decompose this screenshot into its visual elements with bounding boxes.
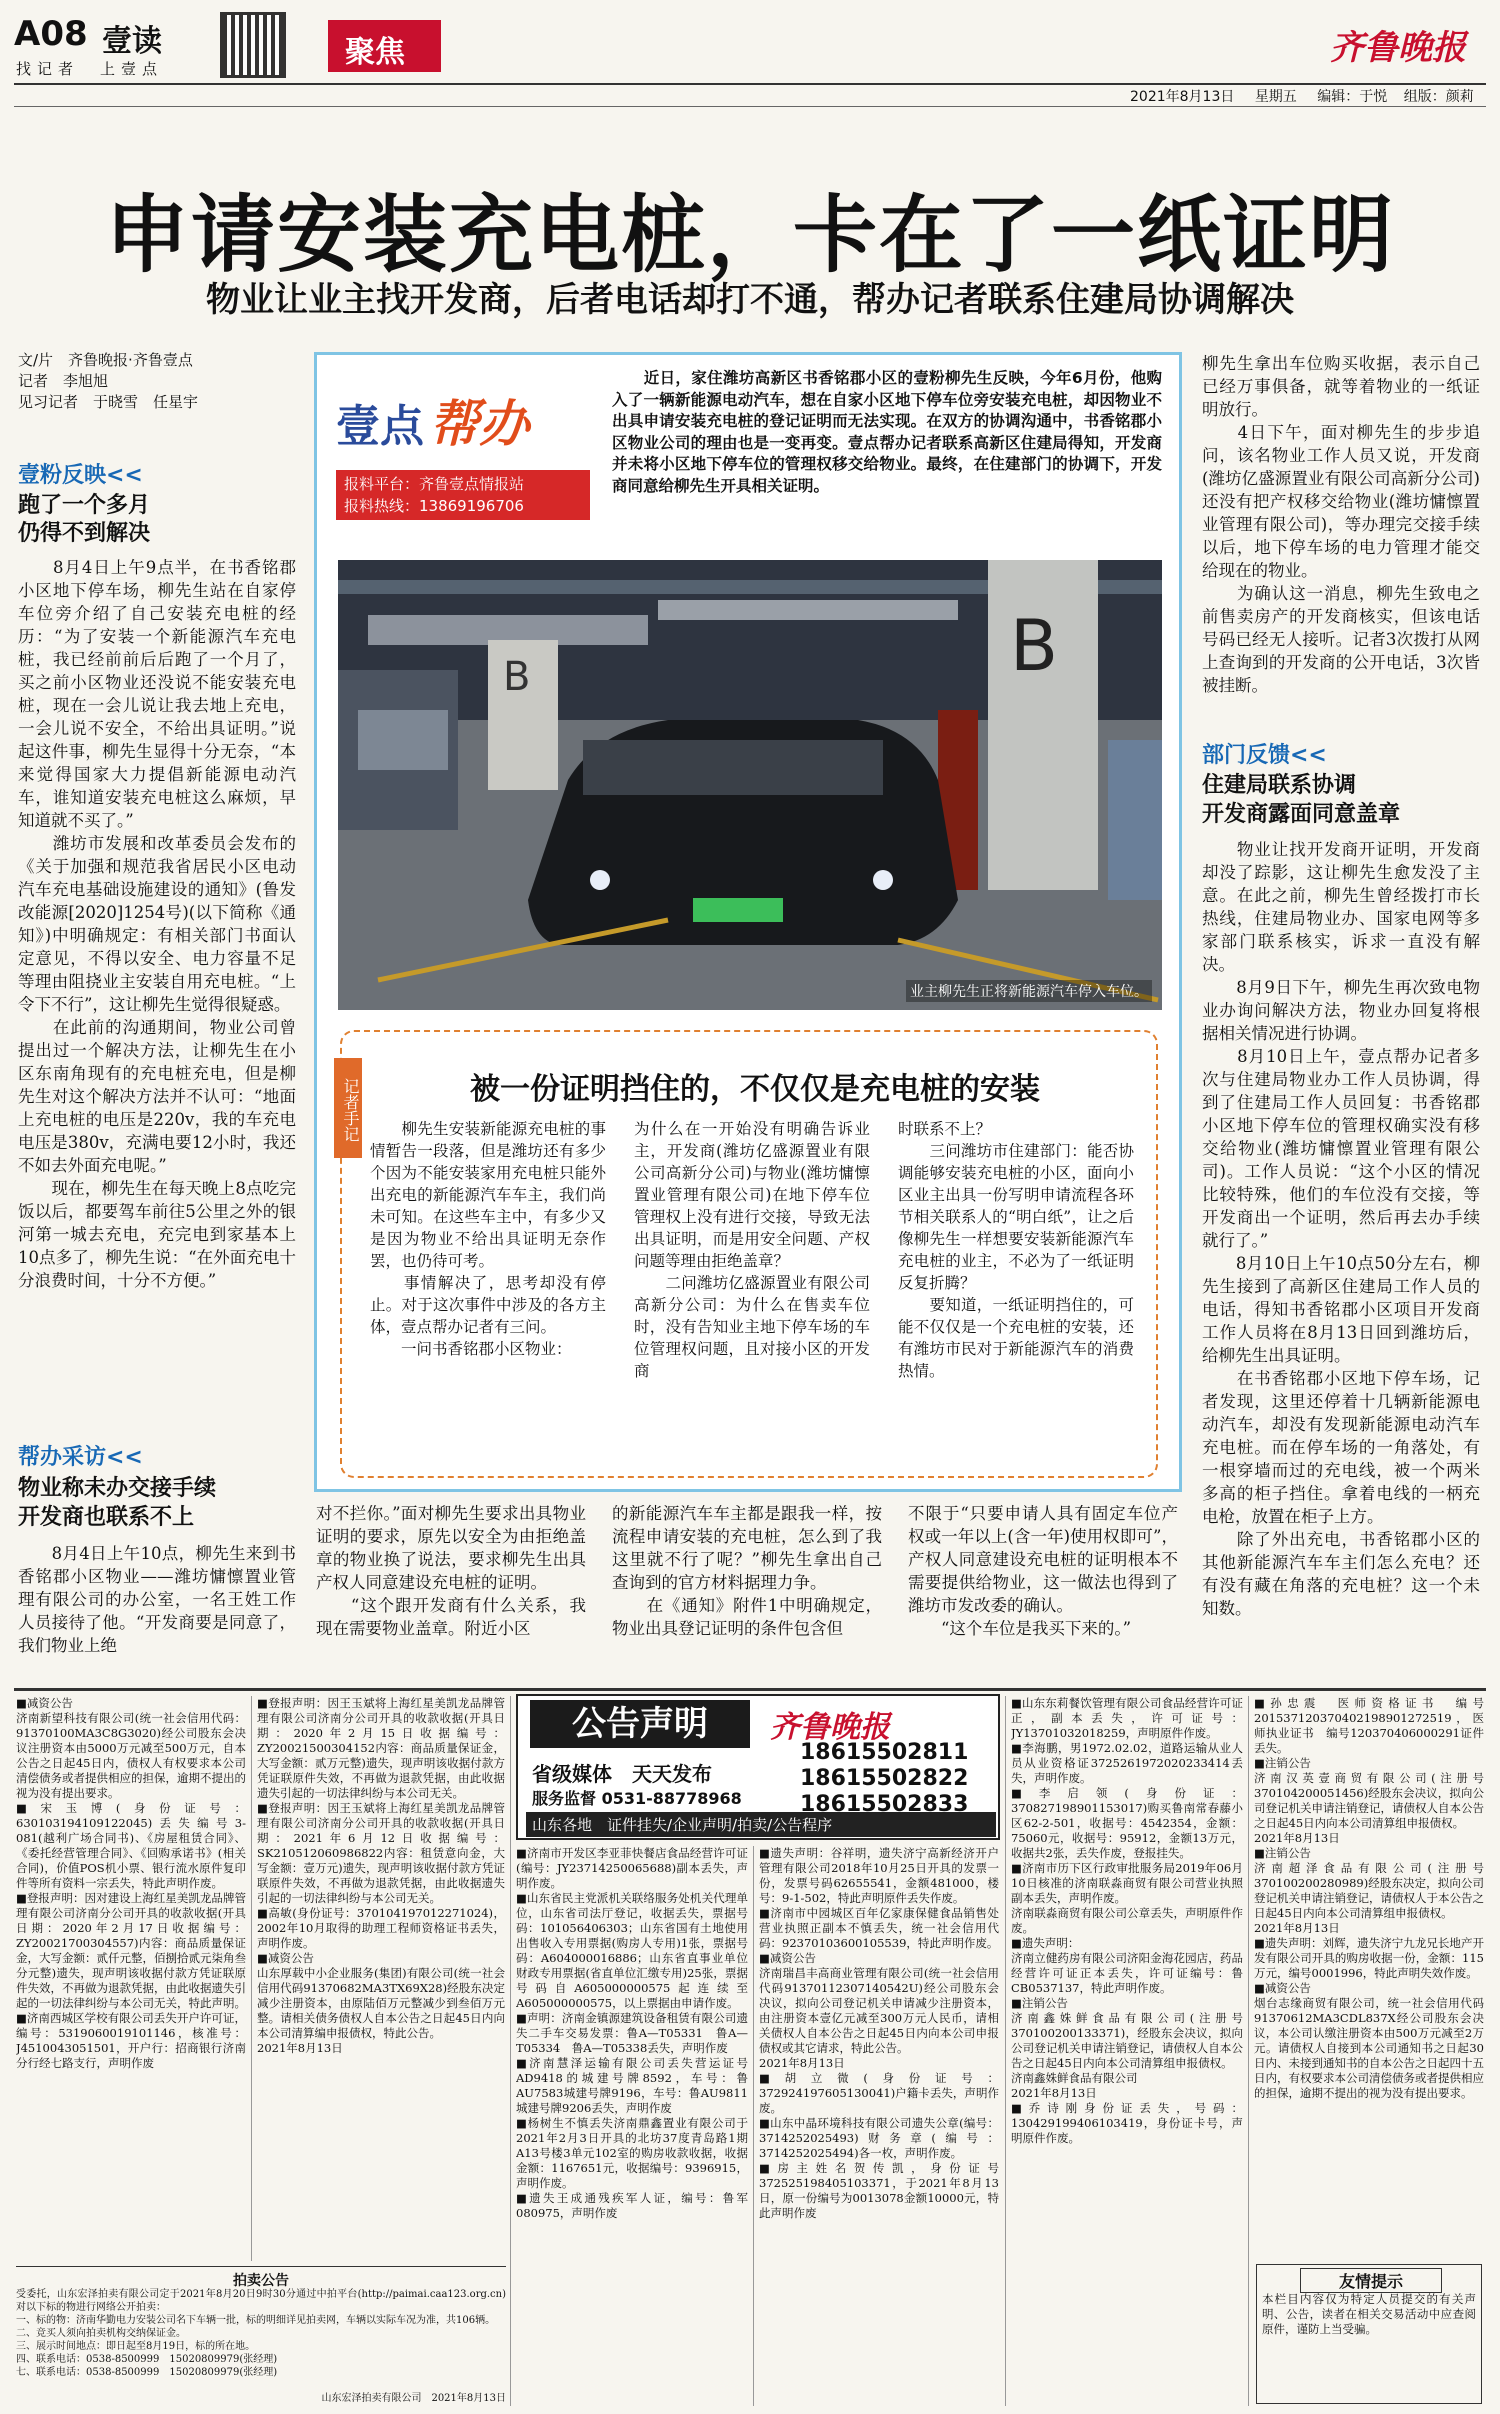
left-column-body-2: 8月4日上午10点，柳先生来到书香铭郡小区物业——潍坊慵懔置业管理有限公司的办公室，一名王姓工作人员接待了他。“开发商要是同意了，我们物业上绝 [18,1544,296,1655]
section-title-2b: 开发商也联系不上 [18,1505,195,1530]
header-sub-1: 找记者 [16,60,80,78]
header-rule-2 [14,106,1486,107]
section-title-3a: 住建局联系协调 [1202,773,1357,798]
ads-divider-4 [1005,1696,1006,2406]
notice-line-1: 省级媒体 天天发布 [532,1762,712,1786]
page-number: A08 [14,14,88,54]
help-logo-b: 帮办 [429,395,530,453]
middle-lower-col-1: 对不拦你。”面对柳先生要求出具物业证明的要求，原先以安全为由拒绝盖章的物业换了说法，要求柳先生出具产权人同意建设充电桩的证明。 “这个跟开发商有什么关系，我现在需要物业盖章。附近小区 [316,1504,586,1638]
tip-title: 友情提示 [1300,2268,1442,2293]
byline-line-1: 文/片 齐鲁晚报·齐鲁壹点 [18,351,193,369]
right-column-body-2: 物业让找开发商开证明，开发商却没了踪影，这让柳先生愈发没了主意。在此之前，柳先生曾经拨打市长热线，住建局物业办、国家电网等多家部门联系核实，诉求一直没有解决。 8月9日下午，柳先生再次致电物业办询问解决方法，物业办回复将根据相关情况进行协调。 8月10日上午，壹点帮办记者多次与住建局物业办工作人员协调，得到了住建局工作人员回复：书香铭郡小区地下停车位的管理权确实没有移交给物业(潍坊慵懔置业管理有限公司)。工作人员说：“这个小区的情况比较特殊，他们的车位没有交接，等开发商出一个证明，然后再去办手续就行了。” 8月10日上午10点50分左右，柳先生接到了高新区住建局工作人员的电话，得知书香铭郡小区项目开发商工作人员将在8月13日回到潍坊后，给柳先生出具证明。 在书香铭郡小区地下停车场，记者发现，这里还停着十几辆新能源电动汽车，却没有发现新能源电动汽车充电桩。而在停车场的一角落处，有一根穿墙而过的充电线，被一个两米多高的柜子挡住。拿着电线的一柄充电枪，放置在柜子上方。 除了外出充电，书香铭郡小区的其他新能源汽车车主们怎么充电？还有没有藏在角落的充电桩？这一个未知数。 [1202,840,1480,1618]
help-lead: 近日，家住潍坊高新区书香铭郡小区的壹粉柳先生反映，今年6月份，他购入了一辆新能源电动汽车，想在自家小区地下停车位旁安装充电桩，却因物业不出具申请安装充电桩的登记证明而无法实现。在双方的协调沟通中，书香铭郡小区物业公司的理由也是一变再变。壹点帮办记者联系高新区住建局得知，开发商并未将小区地下停车位的管理权移交给物业。最终，在住建部门的协调下，开发商同意给柳先生开具相关证明。 [612,369,1162,495]
help-contact [336,470,590,520]
ads-top-rule [14,1688,1486,1691]
ads-divider-3 [753,1846,754,2406]
svg-text:B: B [1010,605,1059,687]
left-column-body-1: 8月4日上午9点半，在书香铭郡小区地下停车场，柳先生站在自家停车位旁介绍了自己安装充电桩的经历：“为了安装一个新能源汽车充电桩，我已经前前后后跑了一个月了，买之前小区物业还没说不能安装充电桩，现在一会儿说让我去地上充电，一会儿说不安全，不给出具证明。”说起这件事，柳先生显得十分无奈，“本来觉得国家大力提倡新能源电动汽车，谁知道安装充电桩这么麻烦，早知道就不买了。” 潍坊市发展和改革委员会发布的《关于加强和规范我省居民小区电动汽车充电基础设施建设的通知》(鲁发改能源[2020]1254号)(以下简称《通知》)中明确规定：有相关部门书面认定意见，不得以安全、电力容量不足等理由阻挠业主安装自用充电桩。“上令下不行”，这让柳先生觉得很疑惑。 在此前的沟通期间，物业公司曾提出过一个解决方法，让柳先生在小区东南角现有的充电桩充电，但是柳先生对这个解决方法并不认可：“地面上充电桩的电压是220v，我的车充电电压是380v，充满电要12小时，我还不如去外面充电呢。” 现在，柳先生在每天晚上8点吃完饭以后，都要驾车前往5公里之外的银河第一城去充电，充完电到家基本上10点多了，柳先生说：“在外面充电十分浪费时间，十分不方便。” [18,558,296,1290]
section-tag-2: 帮办采访<< [18,1445,143,1470]
ads-col-3: ■济南市开发区李亚菲快餐店食品经营许可证(编号：JY23714250065688)副本丢失，声明作废。 ■山东省民主党派机关联络服务处机关代理单位，山东省司法厅登记，收据丢失，票据号码：101056406303；山东省国有土地使用出售收入专用票据(购房人专用)1张，票据号码：A604000016886；山东省直事业单位财政专用票据(省直单位汇缴专用)25张，票据号码自A605000000575起连续至A605000000575，以上票据由申请作废。 ■声明：济南金镇源建筑设备租赁有限公司遗失二手车交易发票：鲁A—T05331 鲁A—T05334 鲁A—T05338丢失，声明作废 ■济南慧泽运输有限公司丢失营运证号AD9418的城建号牌8592，车号：鲁AU7583城建号牌9196，车号：鲁AU9811城建号牌9206丢失，声明作废 ■杨树生不慎丢失济南鼎鑫置业有限公司于2021年2月3日开具的北坊37度青岛路1期A13号楼3单元102室的购房收款收据，收据金额：1167651元，收据编号：9396915，声明作废。 ■遗失王成通残疾军人证，编号：鲁军080975，声明作废 [516,1846,748,2220]
middle-lower-col-3: 不限于“只要申请人具有固定车位产权或一年以上(含一年)使用权即可”，产权人同意建设充电桩的证明根本不需要提供给物业，这一做法也得到了潍坊市发改委的确认。 “这个车位是我买下来的。” [908,1504,1178,1638]
ads-col-4: ■遗失声明：谷祥明，遗失济宁高新经济开户管理有限公司2018年10月25日开具的发票一份，发票号码62655541，金额481000，楼号：9-1-502，特此声明原件丢失作废。 ■济南市中园城区百年亿家康保健食品销售处营业执照正副本不慎丢失，统一社会信用代码：92370103600105539，特此声明作废。 ■减资公告 济南瑞昌丰高商业管理有限公司(统一社会信用代码91370112307140542U)经公司股东会决议，拟向公司登记机关申请减少注册资本，由注册资本壹亿元减至300万元人民币，请相关债权人自本公告之日起45日内向本公司申报债权或其它请求，特此公告。 2021年8月13日 ■胡立微(身份证号：372924197605130041)户籍卡丢失，声明作废。 ■山东中晶环境科技有限公司遗失公章(编号：3714252025493)财务章(编号：3714252025494)各一枚，声明作废。 ■房主姓名贺传凯，身份证号372525198405103371，于2021年8月13日，原一份编号为0013078金额10000元，特此声明作废 [759,1846,999,2220]
header-editor: 编辑：于悦 [1317,89,1388,105]
svg-text:B: B [503,654,531,700]
header-date-line [1130,86,1474,106]
subheadline: 物业让业主找开发商，后者电话却打不通，帮办记者联系住建局协调解决 [206,280,1294,320]
ads-divider-2 [510,1696,511,2406]
header-date: 2021年8月13日 [1130,89,1235,105]
header-weekday: 星期五 [1254,89,1297,105]
header-rule [14,83,1486,85]
section-label: 聚焦 [345,35,405,70]
ads-col-5: ■山东东莉餐饮管理有限公司食品经营许可证正，副本丢失，许可证号：JY13701032018259，声明原件作废。 ■李海鹏，男1972.02.02，道路运输从业人员从业资格证3725261972020233414丢失，声明作废。 ■李启领(身份证：370827198901153017)购买鲁南常春藤小区62-2-501，收据号：4542354，金额：75060元，收据号：95912，金额13万元，收据共2张，丢失作废，登报挂失。 ■济南市历下区行政审批服务局2019年06月10日核准的济南联淼商贸有限公司营业执照副本丢失，声明作废。 济南联淼商贸有限公司公章丢失，声明原件作废。 ■遗失声明： 济南立健药房有限公司济阳金海花园店，药品经营许可证正本丢失，许可证编号：鲁CB0537137，特此声明作废。 ■注销公告 济南鑫姝鲜食品有限公司(注册号370100200133371)，经股东会决议，拟向公司登记机关申请注销登记，请债权人自本公告之日起45日内向本公司清算组申报债权。 济南鑫姝鲜食品有限公司 2021年8月13日 ■乔诗刚身份证丢失，号码：130429199406103419，身份证卡号，声明原件作废。 [1011,1696,1243,2145]
reporter-note-col-2: 为什么在一开始没有明确告诉业主，开发商(潍坊亿盛源置业有限公司高新分公司)与物业(潍坊慵懔置业管理有限公司)在地下停车位管理权上没有进行交接，导致无法出具证明，而是用安全问题、产权问题等理由拒绝盖章？ 二问潍坊亿盛源置业有限公司高新分公司：为什么在售卖车位时，没有告知业主地下停车场的车位管理权问题，且对接小区的开发商 [634,1120,870,1380]
header-designer: 组版：颜莉 [1403,89,1474,105]
page-name: 壹读 [102,24,162,59]
auction-title: 拍卖公告 [233,2273,289,2289]
brand-logo: 齐鲁晚报 [1330,28,1466,68]
notice-line-3: 山东各地 证件挂失/企业声明/拍卖/公告程序 [526,1812,996,1837]
auction-top-rule [16,2266,506,2267]
tip-body: 本栏目内容仅为特定人员提交的有关声明、公告，读者在相关交易活动中应查阅原件，谨防上当受骗。 [1262,2292,1476,2336]
reporter-note-col-3: 时联系不上？ 三问潍坊市住建部门：能否协调能够安装充电桩的小区，面向小区业主出具一份写明申请流程各环节相关联系人的“明白纸”，让之后像柳先生一样想要安装新能源汽车充电桩的业主，不必为了一纸证明反复折腾？ 要知道，一纸证明挡住的，可能不仅仅是一个充电桩的安装，还有潍坊市民对于新能源汽车的消费热情。 [898,1120,1134,1380]
parking-photo [338,560,1162,1010]
notice-phones [800,1740,968,1818]
right-column-body-1: 柳先生拿出车位购买收据，表示自己已经万事俱备，就等着物业的一纸证明放行。 4日下午，面对柳先生的步步追问，该名物业工作人员又说，开发商(潍坊亿盛源置业有限公司高新分公司)还没有把产权移交给物业(潍坊慵懔置业管理有限公司)，等办理完交接手续以后，地下停车场的电力管理才能交给现在的物业。 为确认这一消息，柳先生致电之前售卖房产的开发商核实，但该电话号码已经无人接听。记者3次拨打从网上查询到的开发商的公开电话，3次皆被挂断。 [1202,354,1480,695]
section-title-2a: 物业称未办交接手续 [18,1476,217,1501]
notice-phone-3[interactable]: 18615502833 [800,1792,969,1817]
section-title-1a: 跑了一个多月 [18,493,151,518]
headline: 申请安装充电桩，卡在了一纸证明 [104,186,1395,284]
byline [18,350,198,413]
reporter-note-tag-text: 记者手记 [341,1078,360,1142]
qr-code[interactable] [220,12,286,78]
help-contact-line-2: 报料热线：13869196706 [344,497,524,515]
byline-line-2: 记者 李旭旭 [18,372,109,390]
help-logo-a: 壹点 [336,401,424,452]
auction-footer: 山东宏泽拍卖有限公司 2021年8月13日 [321,2393,506,2404]
notice-phone-1[interactable]: 18615502811 [800,1740,969,1765]
middle-lower-col-2: 的新能源汽车车主都是跟我一样，按流程申请安装的充电桩，怎么到了我这里就不行了呢？”柳先生拿出自己查询到的官方材料据理力争。 在《通知》附件1中明确规定，物业出具登记证明的条件包含但 [612,1504,882,1638]
photo-caption: 业主柳先生正将新能源汽车停入车位。 [906,980,1152,1002]
notice-brand: 齐鲁晚报 [770,1710,890,1745]
reporter-note-tag [334,1058,362,1158]
ads-divider-5 [1248,1696,1249,2406]
ads-col-2: ■登报声明：因王玉斌将上海红星美凯龙品牌管理有限公司济南分公司开具的收款收据(开具日期：2020年2月15日收据编号：ZY20021500304152内容：商品质量保证金，大写金额：贰万元整)遗失，现声明该收据付款方凭证联原件失效，不再做为退款凭据，由此收据遗失引起的一切法律纠纷与本公司无关。 ■登报声明：因王玉斌将上海红星美凯龙品牌管理有限公司济南分公司开具的收款收据(开具日期：2021年6月12日收据编号：SK210512060986822内容：租赁意向金，大写金额：壹万元)遗失，现声明该收据付款方凭证联原件失效，不再做为退款凭据，由此收据遗失引起的一切法律纠纷与本公司无关。 ■高敏(身份证号：370104197012271024)，2002年10月取得的助理工程师资格证书丢失，声明作废。 ■减资公告 山东厚载中小企业服务(集团)有限公司(统一社会信用代码91370682MA3TX69X28)经股东决定减少注册资本，由原陆佰万元整减少到叁佰万元整。请相关债务债权人自本公告之日起45日内向本公司清算编申报债权，特此公告。 2021年8月13日 [257,1696,505,2055]
ads-col-6: ■孙忠震 医师资格证书 编号201537120370402198901272519，医师执业证书 编号120370406000291证件丢失。 ■注销公告 济南汉英壹商贸有限公司(注册号370104200051456)经股东会决议，拟向公司登记机关申请注销登记，请债权人自本公告之日起45日内向本公司清算组申报债权。 2021年8月13日 ■注销公告 济南超泽食品有限公司(注册号370100200280989)经股东决定，拟向公司登记机关申请注销登记，请债权人于本公告之日起45日内向本公司清算组申报债权。 2021年8月13日 ■遗失声明：刘辉，遗失济宁九龙兄长地产开发有限公司开具的购房收据一份，金额：115万元，编号0001996，特此声明失效作废。 ■减资公告 烟台志缘商贸有限公司，统一社会信用代码91370612MA3CDL837X经公司股东会决议，本公司认缴注册资本由500万元减至2万元。请债权人自接到本公司通知书之日起30日内、未接到通知书的自本公告之日起四十五日内，有权要求本公司清偿债务或者提供相应的担保，逾期不提出的视为没有提出要求。 [1254,1696,1484,2100]
byline-line-3: 见习记者 于晓雪 任星宇 [18,393,199,411]
notice-title: 公告声明 [530,1700,750,1748]
ads-col-1: ■减资公告 济南新望科技有限公司(统一社会信用代码：91370100MA3C8G3020)经公司股东会决议注册资本由5000万元减至500万元，自本公告之日起45日内，债权人有权要求本公司清偿债务或者提供相应的担保，逾期不提出的视为没有提出要求。 ■宋玉博(身份证号：630103194109122045)丢失编号3-081(越利广场合同书)、《房屋租赁合同》、《委托经营管理合同》、《回购承诺书》(相关合同)，价值POS机小票、银行流水原件复印件等所有资料一宗丢失，特此声明作废。 ■登报声明：因对建设上海红星美凯龙品牌管理有限公司济南分公司开具的收款收据(开具日期：2020年2月17日收据编号：ZY20021700304557)内容：商品质量保证金，大写金额：贰仟元整，佰捌拾贰元柒角叁分元整)遗失，现声明该收据付款方凭证联原件失效，不再做为退款凭据，由此收据遗失引起的一切法律纠纷与本公司无关，特此声明。 ■济南西城区学校有限公司丢失开户许可证，编号：5319060019101146，核准号：J4510043051501，开户行：招商银行济南分行经七路支行，声明作废 [16,1696,246,2070]
header-sub-2: 上壹点 [100,60,164,78]
help-contact-line-1: 报料平台：齐鲁壹点情报站 [344,475,525,493]
reporter-note-title: 被一份证明挡住的，不仅仅是充电桩的安装 [470,1072,1040,1107]
auction-body: 受委托，山东宏泽拍卖有限公司定于2021年8月20日9时30分通过中拍平台(http://paimai.caa123.org.cn)对以下标的物进行网络公开拍卖： 一、标的物：济南华勤电力安装公司名下车辆一批，标的明细详见拍卖网，车辆以实际车况为准，共106辆。 二、竞买人须向拍卖机构交纳保证金。 三、展示时间地点：即日起至8月19日，标的所在地。 四、联系电话：0538-8500999 15020809979(张经理) 七、联系电话：0538-8500999 15020809979(张经理) [16,2289,506,2378]
section-tag-1: 壹粉反映<< [18,463,143,488]
reporter-note-col-1: 柳先生安装新能源充电桩的事情暂告一段落，但是潍坊还有多少个因为不能安装家用充电桩只能外出充电的新能源汽车车主，我们尚未可知。在这些车主中，有多少又是因为物业不给出具证明无奈作罢，也仍待可考。 事情解决了，思考却没有停止。对于这次事件中涉及的各方主体，壹点帮办记者有三问。 一问书香铭郡小区物业： [370,1120,606,1358]
help-logo [336,384,529,456]
section-title-3b: 开发商露面同意盖章 [1202,802,1401,827]
notice-line-2: 服务监督 0531-88778968 [532,1789,742,1808]
section-tag-3: 部门反馈<< [1202,743,1327,768]
section-title-1b: 仍得不到解决 [18,521,151,546]
parking-photo-svg [338,560,1162,1010]
notice-phone-2[interactable]: 18615502822 [800,1766,969,1791]
ads-divider-1 [251,1696,252,2261]
